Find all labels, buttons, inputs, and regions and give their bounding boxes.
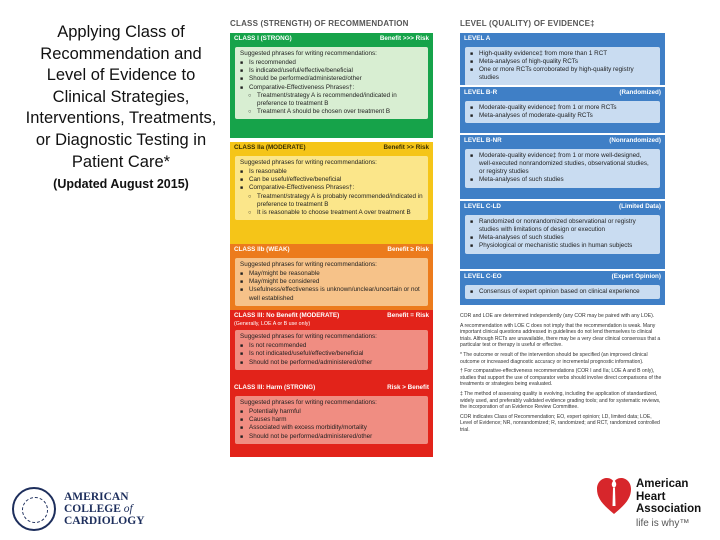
cor-box-box-1 [230, 33, 433, 138]
loe-box-list-item: ■ Meta-analyses of such studies [470, 176, 655, 184]
cor-box-label: CLASS IIa (MODERATE) [234, 144, 306, 152]
loe-box-list-item: ■ High-quality evidence‡ from more than 1 RCT [470, 50, 655, 58]
cor-box-lead: Suggested phrases for writing recommendations: [240, 50, 377, 58]
cor-box-list [240, 408, 423, 440]
footnotes [460, 313, 665, 434]
footnote: * The outcome or result of the intervention should be specified (an improved clinical outcome or increased diagnostic accuracy or incremental prognostic information). [460, 352, 648, 365]
cor-box-header [230, 244, 433, 256]
cor-box-list-item: ○ Treatment/strategy A is recommended/indicated in preference to treatment B [240, 92, 423, 108]
loe-box-loe-ceo [460, 271, 665, 305]
cor-box-list-item: ■ Usefulness/effectiveness is unknown/unclear/uncertain or not well established [240, 286, 423, 302]
cor-box-list-item: ■ Comparative-Effectiveness Phrases†: [240, 84, 423, 92]
cor-box-list-item: ■ Is not recommended [240, 342, 423, 350]
cor-box-box-2a [230, 142, 433, 244]
cor-box-list-item: ○ Treatment/strategy A is probably recommended/indicated in preference to treatment B [240, 193, 423, 209]
loe-box-list-item: ■ Meta-analyses of moderate-quality RCTs [470, 112, 655, 120]
loe-box-list-item: ■ Physiological or mechanistic studies in human subjects [470, 242, 655, 250]
cor-box-list-item: ■ Associated with excess morbidity/mortality [240, 424, 423, 432]
loe-box-list-item: ■ Moderate-quality evidence‡ from 1 or more RCTs [470, 104, 655, 112]
cor-box-body [235, 258, 428, 305]
cor-box-list-item: ■ Should not be performed/administered/other [240, 433, 423, 441]
cor-boxes [230, 33, 433, 457]
loe-box-list [470, 152, 655, 184]
acc-line-3: CARDIOLOGY [64, 515, 145, 527]
loe-box-header [460, 135, 665, 147]
loe-boxes [460, 33, 665, 305]
level-of-evidence-column [460, 20, 665, 437]
cor-box-body [235, 156, 428, 220]
cor-box-box-2b [230, 244, 433, 310]
loe-box-label: LEVEL C-LD [464, 203, 501, 211]
footnote: ‡ The method of assessing quality is evolving, including the application of standardized, widely used, and preferably validated evidence grading tools; and for systematic reviews, the incorporation of an Evidence Review Committee. [460, 391, 661, 411]
loe-heading: LEVEL (QUALITY) OF EVIDENCE‡ [460, 19, 595, 28]
slide-title [22, 22, 220, 191]
cor-box-benefit: Benefit >>> Risk [379, 35, 429, 43]
loe-box-list [470, 288, 655, 296]
loe-box-header [460, 87, 665, 99]
cor-box-label: CLASS III: No Benefit (MODERATE) [234, 312, 340, 320]
loe-box-loe-bnr [460, 135, 665, 199]
loe-box-tag: (Nonrandomized) [609, 137, 661, 145]
loe-box-label: LEVEL B-NR [464, 137, 502, 145]
cor-box-body [235, 47, 428, 119]
acc-line-1: AMERICAN [64, 491, 129, 503]
cor-box-header [230, 382, 433, 394]
loe-box-list-item: ■ Meta-analyses of high-quality RCTs [470, 58, 655, 66]
cor-box-list-item: ■ Should not be performed/administered/other [240, 359, 423, 367]
slide-title-main: Applying Class of Recommendation and Level of Evidence to Clinical Strategies, Interventions, Treatments, or Diagnostic Testing in Patient Care* [25, 23, 217, 171]
cor-box-list-item: ■ Is recommended [240, 59, 423, 67]
cor-box-list-item: ■ Is indicated/useful/effective/beneficial [240, 67, 423, 75]
cor-box-lead: Suggested phrases for writing recommendations: [240, 261, 377, 269]
loe-box-body [465, 215, 660, 253]
loe-box-body [465, 285, 660, 299]
loe-box-tag: (Randomized) [619, 89, 661, 97]
cor-box-body [235, 396, 428, 443]
aha-logo-text: American Heart Association [636, 478, 702, 515]
cor-heading: CLASS (STRENGTH) OF RECOMMENDATION [230, 19, 409, 28]
slide-title-updated: (Updated August 2015) [53, 177, 189, 192]
cor-box-list-item: ○ It is reasonable to choose treatment A over treatment B [240, 209, 423, 217]
aha-logo [590, 470, 710, 534]
acc-logo-text [64, 491, 145, 527]
cor-box-benefit: Benefit = Risk [387, 312, 429, 320]
loe-box-header [460, 271, 665, 283]
loe-box-list [470, 104, 655, 120]
cor-box-list [240, 270, 423, 302]
loe-box-list [470, 218, 655, 250]
loe-box-header [460, 201, 665, 213]
cor-box-list-item: ■ Potentially harmful [240, 408, 423, 416]
loe-box-list-item: ■ Meta-analyses of such studies [470, 234, 655, 242]
cor-box-list-item: ○ Treatment A should be chosen over treatment B [240, 108, 423, 116]
loe-box-list-item: ■ Consensus of expert opinion based on clinical experience [470, 288, 655, 296]
cor-box-header [230, 142, 433, 154]
loe-box-tag: (Limited Data) [619, 203, 661, 211]
cor-box-list-item: ■ Should be performed/administered/other [240, 75, 423, 83]
cor-box-lead: Suggested phrases for writing recommendations: [240, 333, 377, 341]
loe-box-body [465, 149, 660, 187]
cor-box-label: CLASS III: Harm (STRONG) [234, 384, 316, 392]
cor-box-benefit: Risk > Benefit [387, 384, 429, 392]
loe-box-label: LEVEL C-EO [464, 273, 502, 281]
cor-box-lead: Suggested phrases for writing recommendations: [240, 159, 377, 167]
cor-box-header [230, 33, 433, 45]
cor-box-lead: Suggested phrases for writing recommendations: [240, 399, 377, 407]
cor-box-box-3nb [230, 310, 433, 382]
aha-tagline: life is why™ [636, 518, 690, 529]
cor-box-label: CLASS IIb (WEAK) [234, 246, 290, 254]
cor-box-list-item: ■ Causes harm [240, 416, 423, 424]
cor-box-list-item: ■ Is reasonable [240, 168, 423, 176]
cor-box-box-3h [230, 382, 433, 457]
acc-logo [12, 487, 145, 531]
loe-box-label: LEVEL B-R [464, 89, 498, 97]
cor-box-list [240, 342, 423, 366]
loe-box-label: LEVEL A [464, 35, 491, 43]
loe-box-body [465, 47, 660, 85]
cor-box-benefit: Benefit ≥ Risk [387, 246, 429, 254]
cor-box-list-item: ■ Can be useful/effective/beneficial [240, 176, 423, 184]
loe-box-body [465, 101, 660, 123]
cor-box-subtitle: (Generally, LOE A or B use only) [234, 321, 311, 328]
cor-box-list-item: ■ May/might be considered [240, 278, 423, 286]
heart-torch-icon [596, 476, 632, 516]
cor-box-list [240, 59, 423, 116]
loe-box-list [470, 50, 655, 82]
footnote: † For comparative-effectiveness recommendations (COR I and IIa; LOE A and B only), studies that support the use of comparator verbs should involve direct comparisons of the treatments or strategies being evaluated. [460, 368, 662, 388]
footnote: COR indicates Class of Recommendation; EO, expert opinion; LD, limited data; LOE, Level of Evidence; NR, nonrandomized; R, randomized; and RCT, randomized controlled trial. [460, 413, 660, 433]
cor-box-list-item: ■ Is not indicated/useful/effective/beneficial [240, 350, 423, 358]
acc-line-2: COLLEGE of [64, 503, 133, 515]
loe-box-list-item: ■ Randomized or nonrandomized observational or registry studies with limitations of design or execution [470, 218, 655, 234]
footnote: COR and LOE are determined independently (any COR may be paired with any LOE). [460, 313, 655, 320]
cor-box-label: CLASS I (STRONG) [234, 35, 292, 43]
loe-box-loe-br [460, 87, 665, 133]
cor-box-list [240, 168, 423, 217]
cor-box-benefit: Benefit >> Risk [383, 144, 429, 152]
acc-seal-icon [12, 487, 56, 531]
loe-box-loe-cld [460, 201, 665, 269]
cor-box-list-item: ■ May/might be reasonable [240, 270, 423, 278]
loe-box-header [460, 33, 665, 45]
cor-box-body [235, 330, 428, 369]
footnote: A recommendation with LOE C does not imply that the recommendation is weak. Many important clinical questions addressed in guidelines do not lend themselves to clinical trials. Although RCTs are unavailable, there may be a very clear clinical consensus that a particular test or therapy is useful or effective. [460, 322, 661, 349]
loe-box-tag: (Expert Opinion) [611, 273, 661, 281]
loe-box-list-item: ■ One or more RCTs corroborated by high-quality registry studies [470, 66, 655, 82]
class-of-recommendation-column [230, 20, 433, 457]
loe-box-list-item: ■ Moderate-quality evidence‡ from 1 or more well-designed, well-executed nonrandomized studies, observational studies, or registry studies [470, 152, 655, 176]
loe-box-loe-a [460, 33, 665, 85]
cor-box-list-item: ■ Comparative-Effectiveness Phrases†: [240, 184, 423, 192]
